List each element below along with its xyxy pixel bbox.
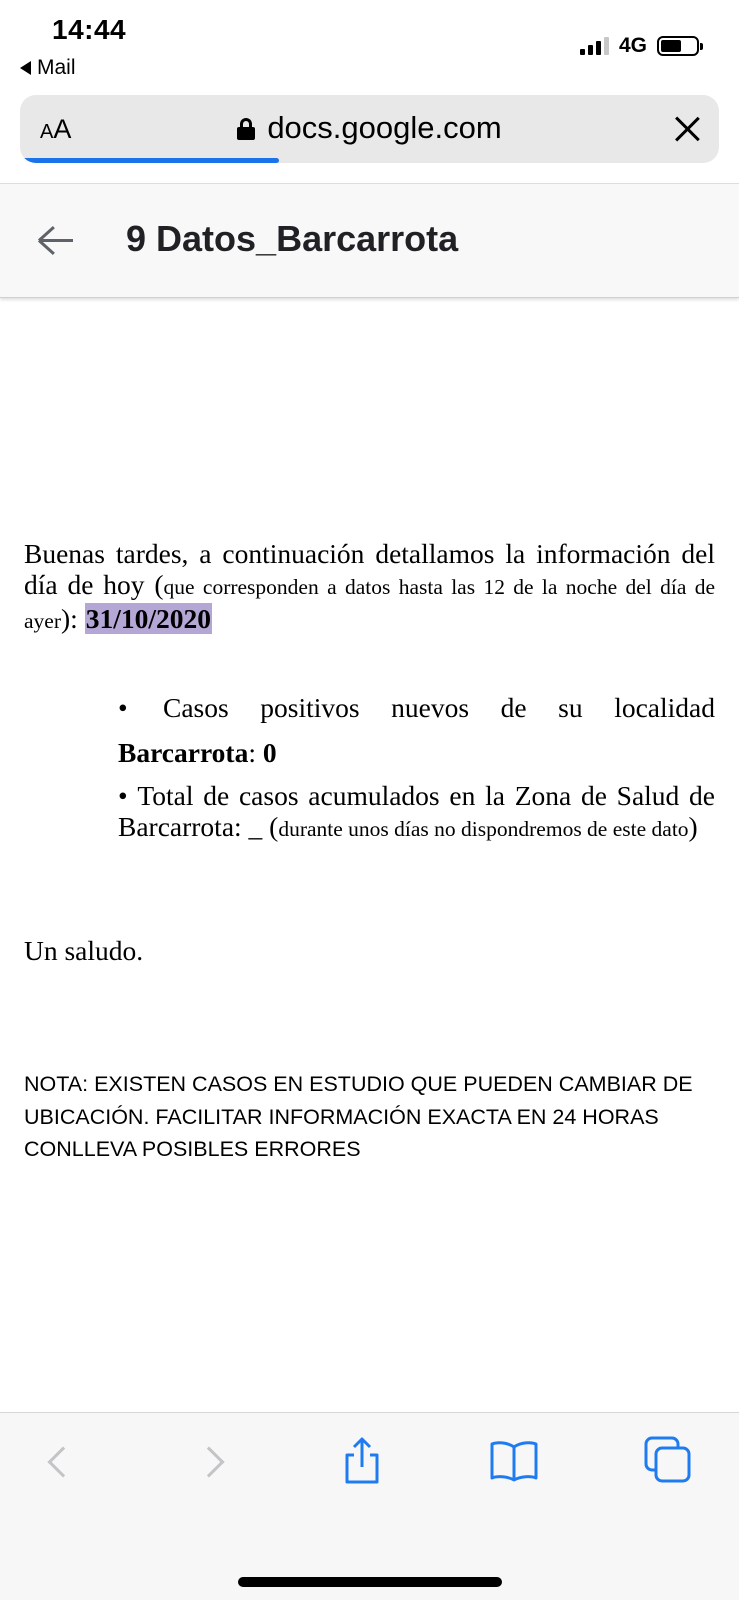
domain-text: docs.google.com	[267, 110, 502, 145]
address-bar[interactable]	[20, 95, 719, 163]
back-triangle-icon	[20, 61, 31, 75]
list-item	[118, 692, 715, 768]
page-load-progress	[20, 158, 279, 163]
back-to-mail-link[interactable]	[20, 56, 76, 80]
signal-icon	[580, 37, 609, 55]
greeting-text: Un saludo.	[24, 935, 144, 966]
intro-close: ):	[61, 603, 85, 634]
bullet1-place: Barcarrota	[118, 737, 249, 768]
network-type: 4G	[618, 34, 647, 57]
new-cases-value: 0	[262, 737, 277, 768]
doc-header	[0, 183, 739, 298]
home-indicator[interactable]	[238, 1577, 502, 1587]
lock-icon	[237, 118, 255, 140]
bullet-icon: •	[118, 780, 138, 811]
battery-icon	[657, 36, 699, 56]
back-app-label: Mail	[37, 56, 76, 79]
bullet-icon: •	[118, 692, 128, 723]
share-icon[interactable]	[337, 1435, 387, 1485]
bullet1-sep: :	[248, 737, 263, 768]
bullet2-main: Total de casos acumulados en la Zona de Salud de Barcarrota: _ (	[118, 780, 715, 842]
note-text: NOTA: EXISTEN CASOS EN ESTUDIO QUE PUEDEN CAMBIAR DE UBICACIÓN. FACILITAR INFORMACIÓN EXACTA EN 24 HORAS CONLLEVA POSIBLES ERRORES	[24, 1072, 693, 1161]
tabs-icon[interactable]	[643, 1435, 693, 1485]
text-size-button[interactable]: AA	[40, 114, 72, 144]
close-icon[interactable]	[673, 115, 701, 143]
intro-small: que corresponden a datos hasta las 12 de la noche del día de ayer	[24, 575, 716, 633]
forward-icon[interactable]	[190, 1435, 240, 1485]
report-date: 31/10/2020	[85, 603, 211, 634]
bullet2-small: durante unos días no dispondremos de este dato	[278, 817, 689, 841]
status-indicators	[580, 34, 699, 58]
document-title: 9 Datos_Barcarrota	[126, 218, 459, 259]
intro-paragraph	[24, 538, 715, 637]
url-display[interactable]	[20, 110, 719, 146]
intro-main: Buenas tardes, a continuación detallamos la información del día de hoy (	[24, 538, 715, 600]
status-time: 14:44	[52, 14, 127, 45]
bookmarks-icon[interactable]	[489, 1435, 539, 1485]
bullet2-close: )	[688, 811, 698, 842]
list-item	[118, 780, 715, 845]
back-icon[interactable]	[36, 1435, 86, 1485]
bullet1-text: Casos positivos nuevos de su localidad	[163, 692, 715, 723]
back-arrow-icon[interactable]	[38, 224, 74, 256]
